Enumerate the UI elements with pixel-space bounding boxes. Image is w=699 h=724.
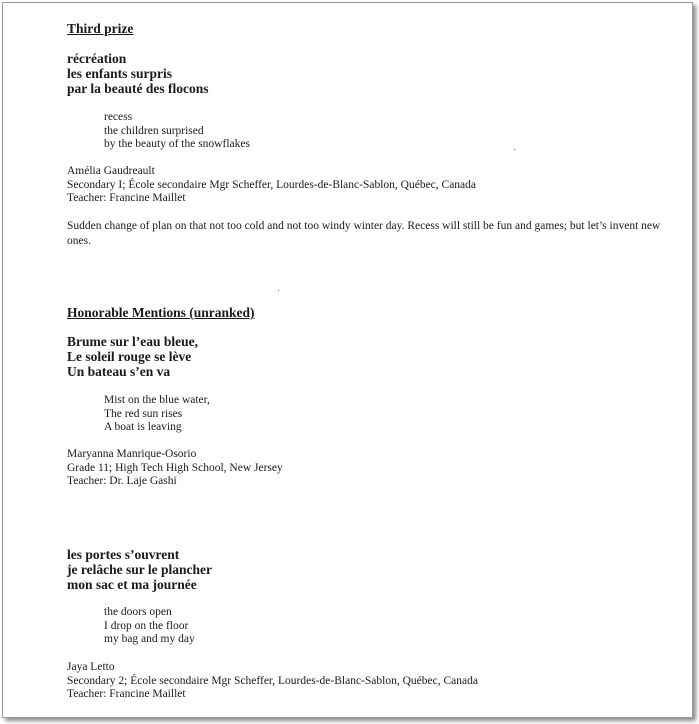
haiku-line: Mist on the blue water,	[104, 394, 210, 406]
teacher-name: Teacher: Francine Maillet	[67, 688, 186, 700]
teacher-name: Teacher: Dr. Laje Gashi	[67, 475, 177, 487]
school-info: Secondary 2; École secondaire Mgr Scheffer, Lourdes-de-Blanc-Sablon, Québec, Canada	[67, 674, 478, 687]
mention-1-haiku-english	[104, 394, 210, 435]
haiku-line: récréation	[67, 51, 127, 66]
mention-2-credit	[67, 661, 478, 702]
third-prize-haiku-french	[67, 51, 209, 96]
third-prize-haiku-english	[104, 111, 250, 152]
third-prize-heading: Third prize	[67, 21, 134, 36]
haiku-line: je relâche sur le plancher	[67, 562, 212, 577]
haiku-line: Le soleil rouge se lève	[67, 349, 192, 364]
scan-speck	[278, 290, 279, 291]
haiku-line: I drop on the floor	[104, 619, 189, 632]
haiku-line: les portes s’ouvrent	[67, 547, 180, 562]
haiku-line: the children surprised	[104, 124, 204, 137]
haiku-line: the doors open	[104, 606, 172, 618]
haiku-line: A boat is leaving	[104, 421, 182, 433]
school-info: Secondary I; École secondaire Mgr Scheffer, Lourdes-de-Blanc-Sablon, Québec, Canada	[67, 178, 477, 191]
third-prize-note: Sudden change of plan on that not too cold and not too windy winter day. Recess will still be fun and games; but let’s invent new ones.	[67, 220, 661, 247]
author-name: Maryanna Manrique-Osorio	[67, 448, 197, 460]
honorable-mentions-heading: Honorable Mentions (unranked)	[67, 305, 255, 320]
teacher-name: Teacher: Francine Maillet	[67, 192, 186, 204]
mention-1-credit	[67, 448, 283, 489]
author-name: Jaya Letto	[67, 661, 115, 673]
mention-2-haiku-english	[104, 606, 195, 647]
haiku-line: Brume sur l’eau bleue,	[67, 334, 198, 349]
haiku-line: by the beauty of the snowflakes	[104, 138, 250, 150]
school-info: Grade 11; High Tech High School, New Jersey	[67, 461, 283, 474]
haiku-line: mon sac et ma journée	[67, 577, 197, 592]
author-name: Amélia Gaudreault	[67, 165, 155, 177]
haiku-line: les enfants surpris	[67, 66, 173, 81]
mention-2-haiku-french	[67, 547, 212, 592]
haiku-line: The red sun rises	[104, 407, 183, 420]
haiku-line: Un bateau s’en va	[67, 364, 171, 379]
haiku-line: par la beauté des flocons	[67, 81, 209, 96]
document-page	[2, 2, 693, 718]
third-prize-credit	[67, 165, 476, 206]
mention-1-haiku-french	[67, 334, 198, 379]
haiku-line: my bag and my day	[104, 633, 195, 645]
haiku-line: recess	[104, 111, 133, 123]
scan-speck	[514, 149, 515, 150]
